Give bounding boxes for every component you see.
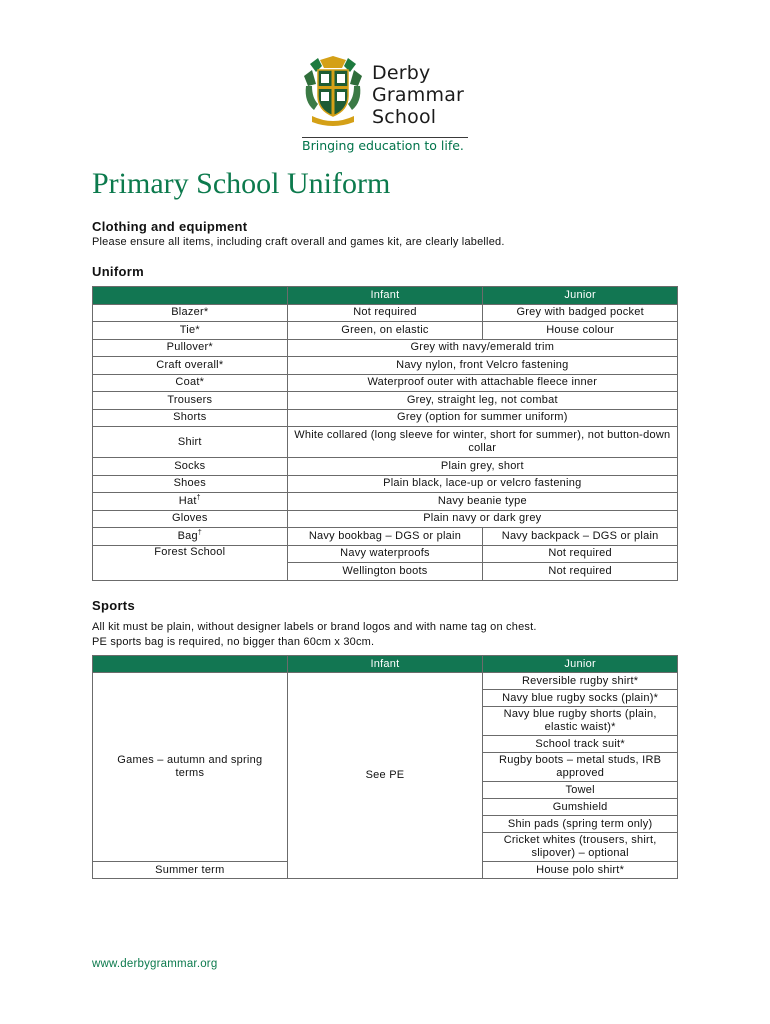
- junior-item-cell: School track suit*: [483, 736, 678, 753]
- table-row: [93, 304, 678, 322]
- sports-note-1: All kit must be plain, without designer labels or brand logos and with name tag on chest.: [92, 621, 537, 633]
- junior-item-cell: Cricket whites (trousers, shirt, slipover) – optional: [483, 833, 678, 862]
- junior-item-cell: Navy blue rugby socks (plain)*: [483, 690, 678, 707]
- item-cell: Craft overall*: [93, 357, 288, 375]
- item-cell: Tie*: [93, 322, 288, 340]
- sports-header-blank: [93, 656, 288, 673]
- table-row: [93, 427, 678, 458]
- uniform-header-blank: [93, 287, 288, 305]
- infant-cell: Navy waterproofs: [287, 545, 483, 563]
- sports-heading: Sports: [92, 598, 135, 613]
- junior-item-cell: Navy blue rugby shorts (plain, elastic waist)*: [483, 707, 678, 736]
- item-cell: Coat*: [93, 374, 288, 392]
- uniform-header-row: [93, 287, 678, 305]
- junior-item-cell: Reversible rugby shirt*: [483, 673, 678, 690]
- shared-cell: Grey, straight leg, not combat: [287, 392, 677, 410]
- logo-line-3: School: [372, 106, 437, 128]
- clothing-note: Please ensure all items, including craft overall and games kit, are clearly labelled.: [92, 236, 505, 248]
- junior-cell: House colour: [483, 322, 678, 340]
- shared-cell: Plain navy or dark grey: [287, 510, 677, 528]
- item-cell: Shirt: [93, 427, 288, 458]
- footnote-mark: †: [197, 529, 203, 537]
- table-row: [93, 493, 678, 511]
- clothing-heading: Clothing and equipment: [92, 219, 248, 234]
- uniform-heading: Uniform: [92, 264, 144, 279]
- item-cell: Trousers: [93, 392, 288, 410]
- item-label: Bag: [177, 529, 198, 542]
- footnote-mark: †: [196, 494, 201, 502]
- shared-cell: Plain black, lace-up or velcro fastening: [287, 475, 677, 493]
- sports-table: [92, 655, 678, 879]
- games-term-cell: Games – autumn and spring terms: [93, 673, 288, 862]
- table-row: [93, 673, 678, 690]
- school-logo: [302, 56, 502, 156]
- item-cell: Shorts: [93, 409, 288, 427]
- shared-cell: Waterproof outer with attachable fleece inner: [287, 374, 677, 392]
- item-cell: Pullover*: [93, 339, 288, 357]
- shared-cell: Plain grey, short: [287, 458, 677, 476]
- footer-website-link[interactable]: www.derbygrammar.org: [92, 958, 218, 970]
- junior-cell: Navy backpack – DGS or plain: [483, 528, 678, 546]
- shared-cell: White collared (long sleeve for winter, short for summer), not button-down collar: [287, 427, 677, 458]
- logo-line-2: Grammar: [372, 84, 465, 106]
- shared-cell: Grey (option for summer uniform): [287, 409, 677, 427]
- logo-line-1: Derby: [372, 62, 431, 84]
- table-row: [93, 510, 678, 528]
- item-cell: Forest School: [93, 545, 288, 580]
- junior-item-cell: Towel: [483, 782, 678, 799]
- table-row: [93, 528, 678, 546]
- table-row: [93, 458, 678, 476]
- page-title: Primary School Uniform: [92, 167, 391, 200]
- junior-item-cell: Shin pads (spring term only): [483, 816, 678, 833]
- item-cell: [93, 528, 288, 546]
- item-cell: Gloves: [93, 510, 288, 528]
- item-cell: Blazer*: [93, 304, 288, 322]
- table-row: [93, 357, 678, 375]
- junior-item-cell: House polo shirt*: [483, 862, 678, 879]
- item-label: Hat: [178, 494, 197, 507]
- table-row: [93, 339, 678, 357]
- junior-item-cell: Rugby boots – metal studs, IRB approved: [483, 753, 678, 782]
- crest-icon: [302, 56, 364, 128]
- table-row: [93, 409, 678, 427]
- item-cell: Shoes: [93, 475, 288, 493]
- table-row: [93, 374, 678, 392]
- infant-cell: Navy bookbag – DGS or plain: [287, 528, 483, 546]
- table-row: [93, 322, 678, 340]
- uniform-table: [92, 286, 678, 581]
- table-row: [93, 545, 678, 563]
- logo-tagline: Bringing education to life.: [302, 138, 464, 153]
- infant-cell: Not required: [287, 304, 483, 322]
- junior-cell: Not required: [483, 563, 678, 581]
- table-row: [93, 475, 678, 493]
- summer-term-cell: Summer term: [93, 862, 288, 879]
- junior-item-cell: Gumshield: [483, 799, 678, 816]
- uniform-header-junior: Junior: [483, 287, 678, 305]
- sports-header-infant: Infant: [287, 656, 483, 673]
- table-row: [93, 392, 678, 410]
- sports-header-junior: Junior: [483, 656, 678, 673]
- item-cell: Socks: [93, 458, 288, 476]
- shared-cell: Grey with navy/emerald trim: [287, 339, 677, 357]
- sports-header-row: [93, 656, 678, 673]
- infant-cell: Wellington boots: [287, 563, 483, 581]
- junior-cell: Grey with badged pocket: [483, 304, 678, 322]
- sports-note-2: PE sports bag is required, no bigger than 60cm x 30cm.: [92, 636, 375, 648]
- shared-cell: Navy nylon, front Velcro fastening: [287, 357, 677, 375]
- uniform-header-infant: Infant: [287, 287, 483, 305]
- infant-see-pe-cell: See PE: [287, 673, 483, 879]
- item-cell: [93, 493, 288, 511]
- logo-wordmark: [372, 62, 464, 128]
- junior-cell: Not required: [483, 545, 678, 563]
- infant-cell: Green, on elastic: [287, 322, 483, 340]
- shared-cell: Navy beanie type: [287, 493, 677, 511]
